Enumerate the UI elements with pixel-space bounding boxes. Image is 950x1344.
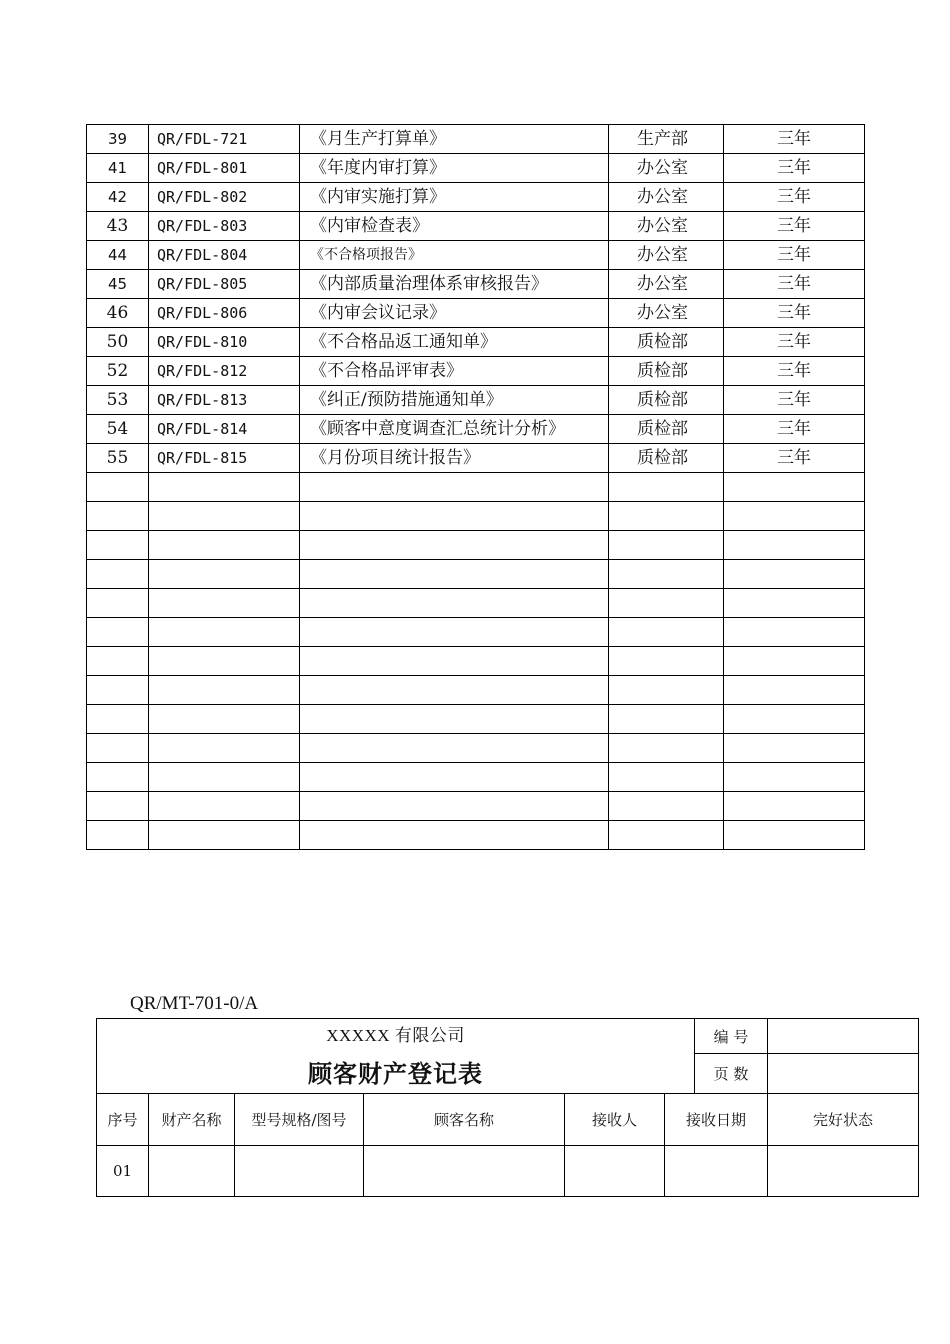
row-dept: 办公室 xyxy=(609,183,724,212)
row-keep: 三年 xyxy=(724,386,865,415)
row-name: 《内审检查表》 xyxy=(300,212,609,241)
row-dept: 质检部 xyxy=(609,386,724,415)
row-seq: 50 xyxy=(87,328,149,357)
table-row xyxy=(87,270,865,299)
row-keep: 三年 xyxy=(724,270,865,299)
empty-cell xyxy=(149,560,300,589)
row-property-name[interactable] xyxy=(149,1146,235,1197)
row-code: QR/FDL-803 xyxy=(149,212,300,241)
row-dept: 办公室 xyxy=(609,212,724,241)
number-field[interactable] xyxy=(768,1019,919,1054)
empty-cell xyxy=(149,531,300,560)
row-model[interactable] xyxy=(235,1146,364,1197)
table-row xyxy=(87,154,865,183)
empty-cell xyxy=(609,560,724,589)
empty-cell xyxy=(724,531,865,560)
empty-cell xyxy=(87,676,149,705)
empty-cell xyxy=(609,763,724,792)
row-keep: 三年 xyxy=(724,299,865,328)
empty-cell xyxy=(87,473,149,502)
empty-cell xyxy=(300,473,609,502)
records-body xyxy=(87,125,865,850)
row-code: QR/FDL-814 xyxy=(149,415,300,444)
row-name: 《纠正/预防措施通知单》 xyxy=(300,386,609,415)
empty-cell xyxy=(609,502,724,531)
row-dept: 质检部 xyxy=(609,444,724,473)
row-seq: 45 xyxy=(87,270,149,299)
empty-row xyxy=(87,792,865,821)
row-seq: 55 xyxy=(87,444,149,473)
empty-cell xyxy=(724,676,865,705)
row-keep: 三年 xyxy=(724,154,865,183)
row-seq: 44 xyxy=(87,241,149,270)
empty-row xyxy=(87,821,865,850)
empty-cell xyxy=(87,705,149,734)
row-condition[interactable] xyxy=(768,1146,919,1197)
row-name: 《不合格品返工通知单》 xyxy=(300,328,609,357)
row-dept: 生产部 xyxy=(609,125,724,154)
row-dept: 质检部 xyxy=(609,415,724,444)
row-code: QR/FDL-810 xyxy=(149,328,300,357)
empty-cell xyxy=(300,734,609,763)
row-name: 《内审会议记录》 xyxy=(300,299,609,328)
row-receiver[interactable] xyxy=(565,1146,665,1197)
row-customer-name[interactable] xyxy=(364,1146,565,1197)
empty-cell xyxy=(87,502,149,531)
header-property-name: 财产名称 xyxy=(149,1094,235,1146)
table-row xyxy=(87,415,865,444)
empty-cell xyxy=(609,618,724,647)
empty-cell xyxy=(724,705,865,734)
empty-cell xyxy=(609,473,724,502)
empty-cell xyxy=(87,560,149,589)
empty-cell xyxy=(609,647,724,676)
empty-row xyxy=(87,502,865,531)
form-header-cell xyxy=(97,1019,695,1094)
empty-cell xyxy=(87,589,149,618)
empty-row xyxy=(87,531,865,560)
empty-cell xyxy=(87,792,149,821)
empty-cell xyxy=(149,473,300,502)
empty-cell xyxy=(724,821,865,850)
header-seq: 序号 xyxy=(97,1094,149,1146)
table-row xyxy=(87,183,865,212)
row-seq: 52 xyxy=(87,357,149,386)
row-seq: 46 xyxy=(87,299,149,328)
empty-cell xyxy=(609,792,724,821)
empty-cell xyxy=(300,560,609,589)
empty-cell xyxy=(87,821,149,850)
empty-cell xyxy=(87,734,149,763)
row-dept: 质检部 xyxy=(609,328,724,357)
row-keep: 三年 xyxy=(724,357,865,386)
empty-cell xyxy=(87,763,149,792)
empty-cell xyxy=(300,705,609,734)
empty-cell xyxy=(724,763,865,792)
row-keep: 三年 xyxy=(724,125,865,154)
empty-row xyxy=(87,734,865,763)
empty-cell xyxy=(724,589,865,618)
empty-cell xyxy=(724,792,865,821)
row-code: QR/FDL-801 xyxy=(149,154,300,183)
row-name: 《月生产打算单》 xyxy=(300,125,609,154)
empty-cell xyxy=(724,734,865,763)
row-seq: 43 xyxy=(87,212,149,241)
row-keep: 三年 xyxy=(724,415,865,444)
table-row xyxy=(87,444,865,473)
row-seq: 53 xyxy=(87,386,149,415)
page-label: 页 数 xyxy=(695,1054,768,1094)
row-code: QR/FDL-802 xyxy=(149,183,300,212)
row-name: 《顾客中意度调查汇总统计分析》 xyxy=(300,415,609,444)
form-title: 顾客财产登记表 xyxy=(308,1060,484,1088)
row-seq: 39 xyxy=(87,125,149,154)
row-dept: 质检部 xyxy=(609,357,724,386)
empty-cell xyxy=(300,647,609,676)
empty-cell xyxy=(149,647,300,676)
empty-cell xyxy=(149,589,300,618)
empty-cell xyxy=(149,502,300,531)
empty-row xyxy=(87,560,865,589)
empty-cell xyxy=(724,618,865,647)
header-receiver: 接收人 xyxy=(565,1094,665,1146)
row-dept: 办公室 xyxy=(609,241,724,270)
table-row xyxy=(87,299,865,328)
empty-cell xyxy=(300,531,609,560)
empty-cell xyxy=(87,531,149,560)
empty-cell xyxy=(87,618,149,647)
table-row xyxy=(87,212,865,241)
empty-cell xyxy=(724,502,865,531)
header-receive-date: 接收日期 xyxy=(665,1094,768,1146)
row-name: 《年度内审打算》 xyxy=(300,154,609,183)
records-table xyxy=(86,124,865,850)
row-keep: 三年 xyxy=(724,444,865,473)
row-code: QR/FDL-813 xyxy=(149,386,300,415)
page-field[interactable] xyxy=(768,1054,919,1094)
empty-cell xyxy=(300,821,609,850)
empty-cell xyxy=(609,531,724,560)
row-code: QR/FDL-815 xyxy=(149,444,300,473)
row-name: 《不合格项报告》 xyxy=(300,241,609,270)
empty-cell xyxy=(609,734,724,763)
empty-cell xyxy=(609,589,724,618)
table-row xyxy=(87,357,865,386)
empty-cell xyxy=(609,821,724,850)
row-dept: 办公室 xyxy=(609,270,724,299)
empty-cell xyxy=(149,676,300,705)
row-keep: 三年 xyxy=(724,212,865,241)
customer-property-form xyxy=(96,1018,919,1197)
row-keep: 三年 xyxy=(724,241,865,270)
row-seq: 41 xyxy=(87,154,149,183)
header-customer-name: 顾客名称 xyxy=(364,1094,565,1146)
row-keep: 三年 xyxy=(724,183,865,212)
empty-cell xyxy=(300,589,609,618)
empty-cell xyxy=(149,763,300,792)
company-name: XXXXX 有限公司 xyxy=(326,1026,465,1045)
empty-row xyxy=(87,589,865,618)
empty-row xyxy=(87,763,865,792)
form-code: QR/MT-701-0/A xyxy=(130,993,259,1014)
row-name: 《月份项目统计报告》 xyxy=(300,444,609,473)
row-code: QR/FDL-806 xyxy=(149,299,300,328)
empty-row xyxy=(87,618,865,647)
header-model: 型号规格/图号 xyxy=(235,1094,364,1146)
row-seq: 54 xyxy=(87,415,149,444)
empty-cell xyxy=(300,618,609,647)
empty-cell xyxy=(149,705,300,734)
table-row xyxy=(87,328,865,357)
empty-cell xyxy=(87,647,149,676)
empty-cell xyxy=(149,792,300,821)
row-code: QR/FDL-804 xyxy=(149,241,300,270)
empty-cell xyxy=(300,502,609,531)
table-row xyxy=(87,241,865,270)
table-row xyxy=(97,1146,919,1197)
row-dept: 办公室 xyxy=(609,299,724,328)
table-row xyxy=(87,386,865,415)
row-dept: 办公室 xyxy=(609,154,724,183)
empty-cell xyxy=(724,647,865,676)
row-receive-date[interactable] xyxy=(665,1146,768,1197)
empty-row xyxy=(87,705,865,734)
number-label: 编 号 xyxy=(695,1019,768,1054)
empty-cell xyxy=(724,560,865,589)
empty-cell xyxy=(149,821,300,850)
row-name: 《内部质量治理体系审核报告》 xyxy=(300,270,609,299)
empty-cell xyxy=(609,705,724,734)
table-row xyxy=(87,125,865,154)
empty-row xyxy=(87,473,865,502)
row-seq: 01 xyxy=(97,1146,149,1197)
empty-row xyxy=(87,676,865,705)
row-keep: 三年 xyxy=(724,328,865,357)
empty-cell xyxy=(724,473,865,502)
empty-cell xyxy=(149,618,300,647)
row-name: 《内审实施打算》 xyxy=(300,183,609,212)
empty-cell xyxy=(149,734,300,763)
empty-cell xyxy=(300,763,609,792)
empty-cell xyxy=(300,792,609,821)
empty-cell xyxy=(609,676,724,705)
row-code: QR/FDL-812 xyxy=(149,357,300,386)
header-condition: 完好状态 xyxy=(768,1094,919,1146)
row-code: QR/FDL-721 xyxy=(149,125,300,154)
row-seq: 42 xyxy=(87,183,149,212)
row-code: QR/FDL-805 xyxy=(149,270,300,299)
empty-cell xyxy=(300,676,609,705)
empty-row xyxy=(87,647,865,676)
row-name: 《不合格品评审表》 xyxy=(300,357,609,386)
